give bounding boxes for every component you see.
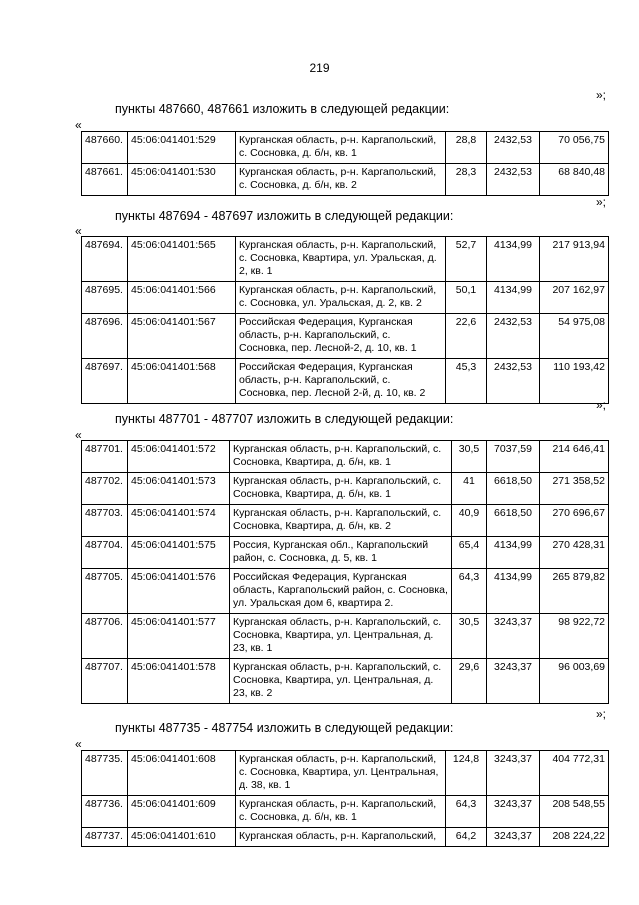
total-value: 404 772,31 <box>540 751 609 796</box>
total-value: 265 879,82 <box>540 569 609 614</box>
unit-price: 2432,53 <box>487 314 540 359</box>
row-number: 487703. <box>82 505 128 537</box>
cadastral-number: 45:06:041401:574 <box>128 505 230 537</box>
table-row <box>82 659 609 704</box>
area: 40,9 <box>452 505 487 537</box>
row-number: 487695. <box>82 282 128 314</box>
address: Курганская область, р-н. Каргапольский, с. Сосновка, Квартира, ул. Центральная, д. 23, кв. 2 <box>230 659 452 704</box>
registry-table <box>81 236 609 404</box>
table-row <box>82 828 609 847</box>
table-row <box>82 164 609 196</box>
total-value: 98 922,72 <box>540 614 609 659</box>
address: Курганская область, р-н. Каргапольский, с. Сосновка, Квартира, ул. Центральная, д. 23, кв. 1 <box>230 614 452 659</box>
row-number: 487696. <box>82 314 128 359</box>
closing-quote: »; <box>596 195 607 209</box>
address: Курганская область, р-н. Каргапольский, с. Сосновка, Квартира, ул. Уральская, д. 2, кв. 1 <box>236 237 446 282</box>
area: 64,3 <box>452 569 487 614</box>
table-row <box>82 505 609 537</box>
unit-price: 3243,37 <box>487 796 540 828</box>
total-value: 68 840,48 <box>540 164 609 196</box>
row-number: 487735. <box>82 751 128 796</box>
table-row <box>82 441 609 473</box>
unit-price: 4134,99 <box>487 537 540 569</box>
unit-price: 3243,37 <box>487 614 540 659</box>
cadastral-number: 45:06:041401:568 <box>128 359 236 404</box>
address: Российская Федерация, Курганская область, р-н. Каргапольский, с. Сосновка, пер. Лесной 2-й, д. 10, кв. 2 <box>236 359 446 404</box>
table-row <box>82 132 609 164</box>
area: 64,2 <box>446 828 487 847</box>
total-value: 208 548,55 <box>540 796 609 828</box>
opening-quote: « <box>75 118 82 132</box>
table-row <box>82 796 609 828</box>
row-number: 487737. <box>82 828 128 847</box>
closing-quote: »; <box>596 398 607 412</box>
cadastral-number: 45:06:041401:566 <box>128 282 236 314</box>
cadastral-number: 45:06:041401:573 <box>128 473 230 505</box>
total-value: 110 193,42 <box>540 359 609 404</box>
row-number: 487705. <box>82 569 128 614</box>
unit-price: 6618,50 <box>487 473 540 505</box>
total-value: 271 358,52 <box>540 473 609 505</box>
cadastral-number: 45:06:041401:578 <box>128 659 230 704</box>
table-row <box>82 359 609 404</box>
cadastral-number: 45:06:041401:565 <box>128 237 236 282</box>
opening-quote: « <box>75 428 82 442</box>
table-row <box>82 537 609 569</box>
row-number: 487702. <box>82 473 128 505</box>
total-value: 270 696,67 <box>540 505 609 537</box>
table-row <box>82 237 609 282</box>
table-row <box>82 614 609 659</box>
row-number: 487694. <box>82 237 128 282</box>
area: 22,6 <box>446 314 487 359</box>
area: 124,8 <box>446 751 487 796</box>
table-row <box>82 314 609 359</box>
row-number: 487706. <box>82 614 128 659</box>
section-heading: пункты 487660, 487661 изложить в следующей редакции: <box>115 102 450 116</box>
address: Курганская область, р-н. Каргапольский, <box>236 828 446 847</box>
area: 50,1 <box>446 282 487 314</box>
area: 52,7 <box>446 237 487 282</box>
cadastral-number: 45:06:041401:577 <box>128 614 230 659</box>
address: Курганская область, р-н. Каргапольский, с. Сосновка, д. б/н, кв. 1 <box>236 132 446 164</box>
address: Курганская область, р-н. Каргапольский, с. Сосновка, Квартира, д. б/н, кв. 1 <box>230 473 452 505</box>
total-value: 217 913,94 <box>540 237 609 282</box>
registry-table <box>81 750 609 847</box>
table-row <box>82 282 609 314</box>
row-number: 487660. <box>82 132 128 164</box>
unit-price: 2432,53 <box>487 164 540 196</box>
area: 65,4 <box>452 537 487 569</box>
address: Курганская область, р-н. Каргапольский, с. Сосновка, Квартира, д. б/н, кв. 2 <box>230 505 452 537</box>
cadastral-number: 45:06:041401:572 <box>128 441 230 473</box>
address: Российская Федерация, Курганская область, Каргапольский район, с. Сосновка, ул. Уральская дом 6, квартира 2. <box>230 569 452 614</box>
page-number: 219 <box>309 61 330 75</box>
row-number: 487701. <box>82 441 128 473</box>
cadastral-number: 45:06:041401:567 <box>128 314 236 359</box>
address: Россия, Курганская обл., Каргапольский район, с. Сосновка, д. 5, кв. 1 <box>230 537 452 569</box>
address: Курганская область, р-н. Каргапольский, с. Сосновка, д. б/н, кв. 1 <box>236 796 446 828</box>
opening-quote: « <box>75 737 82 751</box>
area: 30,5 <box>452 441 487 473</box>
area: 64,3 <box>446 796 487 828</box>
unit-price: 4134,99 <box>487 282 540 314</box>
unit-price: 4134,99 <box>487 569 540 614</box>
cadastral-number: 45:06:041401:608 <box>128 751 236 796</box>
cadastral-number: 45:06:041401:576 <box>128 569 230 614</box>
total-value: 70 056,75 <box>540 132 609 164</box>
row-number: 487661. <box>82 164 128 196</box>
address: Курганская область, р-н. Каргапольский, с. Сосновка, д. б/н, кв. 2 <box>236 164 446 196</box>
unit-price: 3243,37 <box>487 828 540 847</box>
unit-price: 7037,59 <box>487 441 540 473</box>
area: 29,6 <box>452 659 487 704</box>
section-heading: пункты 487701 - 487707 изложить в следующей редакции: <box>115 412 454 426</box>
section-heading: пункты 487735 - 487754 изложить в следующей редакции: <box>115 721 454 735</box>
cadastral-number: 45:06:041401:530 <box>128 164 236 196</box>
opening-quote: « <box>75 224 82 238</box>
unit-price: 2432,53 <box>487 359 540 404</box>
address: Курганская область, р-н. Каргапольский, с. Сосновка, Квартира, ул. Центральная, д. 38, кв. 1 <box>236 751 446 796</box>
cadastral-number: 45:06:041401:609 <box>128 796 236 828</box>
total-value: 207 162,97 <box>540 282 609 314</box>
table-row <box>82 569 609 614</box>
cadastral-number: 45:06:041401:529 <box>128 132 236 164</box>
unit-price: 2432,53 <box>487 132 540 164</box>
cadastral-number: 45:06:041401:575 <box>128 537 230 569</box>
area: 41 <box>452 473 487 505</box>
closing-quote: »; <box>596 707 607 721</box>
address: Курганская область, р-н. Каргапольский, с. Сосновка, Квартира, д. б/н, кв. 1 <box>230 441 452 473</box>
table-row <box>82 751 609 796</box>
unit-price: 6618,50 <box>487 505 540 537</box>
section-heading: пункты 487694 - 487697 изложить в следующей редакции: <box>115 209 454 223</box>
cadastral-number: 45:06:041401:610 <box>128 828 236 847</box>
registry-table <box>81 131 609 196</box>
unit-price: 4134,99 <box>487 237 540 282</box>
area: 45,3 <box>446 359 487 404</box>
row-number: 487704. <box>82 537 128 569</box>
area: 30,5 <box>452 614 487 659</box>
total-value: 270 428,31 <box>540 537 609 569</box>
area: 28,8 <box>446 132 487 164</box>
total-value: 208 224,22 <box>540 828 609 847</box>
unit-price: 3243,37 <box>487 659 540 704</box>
total-value: 96 003,69 <box>540 659 609 704</box>
total-value: 54 975,08 <box>540 314 609 359</box>
row-number: 487697. <box>82 359 128 404</box>
unit-price: 3243,37 <box>487 751 540 796</box>
row-number: 487736. <box>82 796 128 828</box>
area: 28,3 <box>446 164 487 196</box>
registry-table <box>81 440 609 704</box>
closing-quote: »; <box>596 88 607 102</box>
row-number: 487707. <box>82 659 128 704</box>
address: Курганская область, р-н. Каргапольский, с. Сосновка, ул. Уральская, д. 2, кв. 2 <box>236 282 446 314</box>
total-value: 214 646,41 <box>540 441 609 473</box>
table-row <box>82 473 609 505</box>
address: Российская Федерация, Курганская область, р-н. Каргапольский, с. Сосновка, пер. Лесной-2, д. 10, кв. 1 <box>236 314 446 359</box>
